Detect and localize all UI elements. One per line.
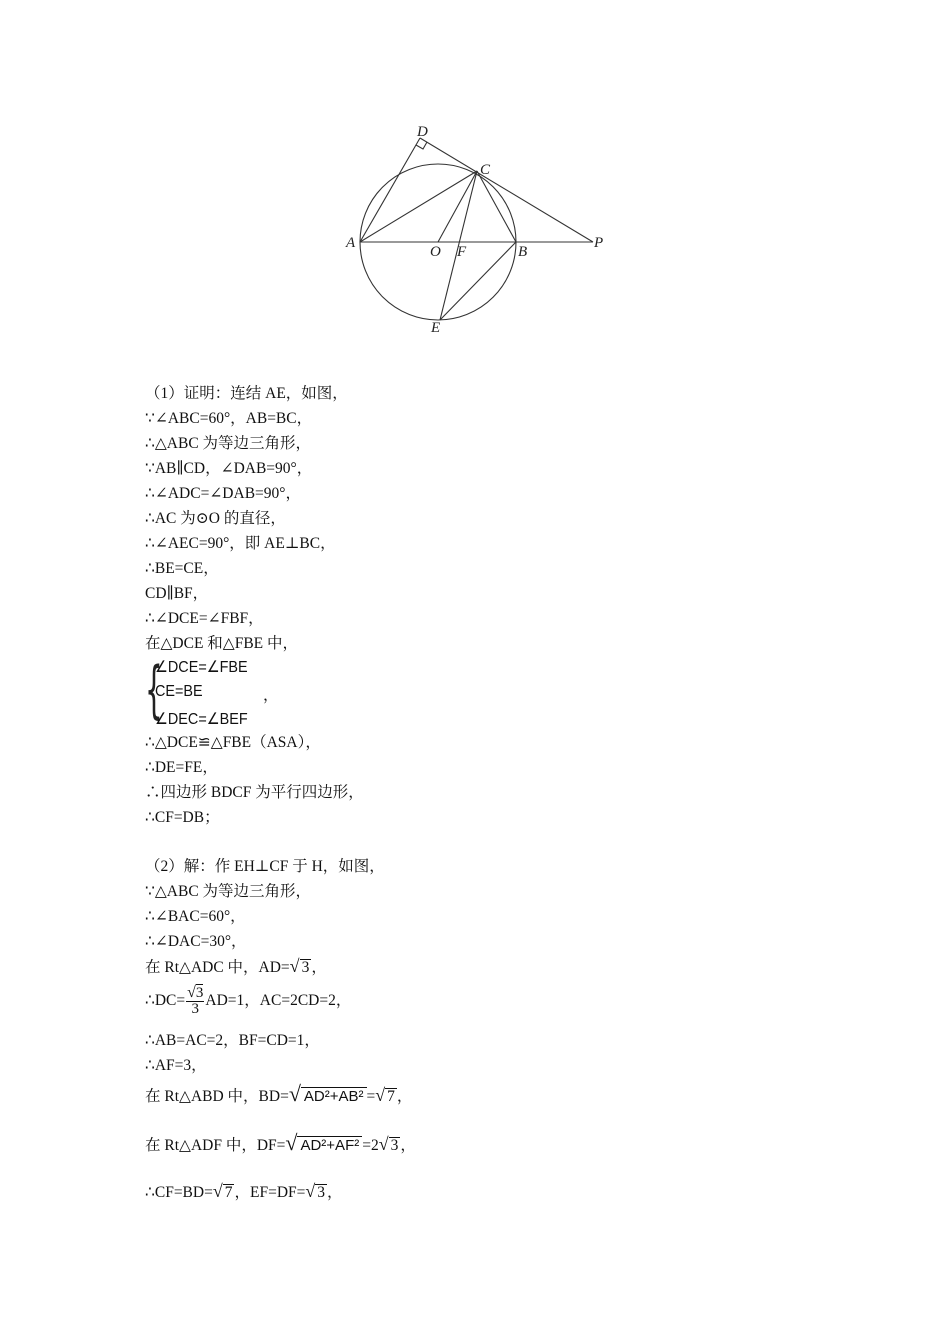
solution-line: ∴∠BAC=60°， [145, 908, 246, 925]
segment-ac [360, 171, 477, 242]
proof-line: ∴∠DCE=∠FBF， [145, 610, 264, 627]
label-a: A [346, 235, 356, 251]
segment-oc [438, 171, 477, 242]
segment-cb [477, 171, 516, 242]
part1-heading: （1）证明：连结 AE，如图， [145, 385, 348, 402]
proof-line: ∴CF=DB； [145, 809, 220, 826]
proof-line: ∵∠ABC=60°，AB=BC， [145, 410, 313, 427]
solution-line: ∴∠DAC=30°， [145, 933, 247, 950]
system-row: ∠DCE=∠FBE [155, 659, 248, 676]
label-f: F [457, 244, 467, 260]
solution-line-ad: 在 Rt△ADC 中，AD=√ 3 ， [145, 956, 327, 976]
label-b: B [518, 244, 528, 260]
label-c: C [480, 162, 491, 178]
segment-ad [360, 138, 420, 242]
radicand: 3 [301, 959, 310, 976]
proof-line: 在△DCE 和△FBE 中， [145, 635, 299, 652]
system-trailing-comma: ， [263, 687, 279, 704]
solution-line: ∴AF=3， [145, 1057, 207, 1074]
proof-line: ∵AB∥CD，∠DAB=90°， [145, 460, 313, 477]
label-p: P [594, 235, 604, 251]
solution-line-df: 在 Rt△ADF 中，DF=√ AD²+AF² =2√ 3 ， [145, 1130, 416, 1155]
circle-diagram [330, 110, 630, 350]
geometry-figure [330, 110, 630, 350]
proof-line: ∴DE=FE， [145, 759, 218, 776]
segment-be [440, 242, 516, 320]
solution-line-bd: 在 Rt△ABD 中，BD=√ AD²+AB² =√ 7 ， [145, 1081, 413, 1106]
proof-line: ∴BE=CE， [145, 560, 219, 577]
label-e: E [431, 320, 441, 336]
solution-line-cf: ∴CF=BD=√ 7 ，EF=DF=√ 3 ， [145, 1181, 343, 1201]
proof-line: ∴∠ADC=∠DAB=90°， [145, 485, 301, 502]
label-o: O [430, 244, 441, 260]
proof-line: ∴△ABC 为等边三角形， [145, 435, 312, 452]
radicand: AD²+AB² [301, 1087, 367, 1105]
system-row: ∠DEC=∠BEF [155, 711, 248, 728]
radicand: AD²+AF² [297, 1136, 362, 1154]
solution-line-dc: ∴DC= $\frac{√3}{3}$ AD=1，AC=2CD=2， [145, 984, 352, 1018]
solution-line: ∴AB=AC=2，BF=CD=1， [145, 1032, 320, 1049]
proof-line: ∴△DCE≌△FBE（ASA）， [145, 734, 321, 751]
label-d: D [417, 124, 428, 140]
solution-line: ∵△ABC 为等边三角形， [145, 883, 312, 900]
proof-line: ∴∠AEC=90°，即 AE⊥BC， [145, 535, 336, 552]
proof-line: ∴四边形 BDCF 为平行四边形， [145, 784, 364, 801]
part2-heading: （2）解：作 EH⊥CF 于 H，如图， [145, 858, 385, 875]
proof-line: CD∥BF， [145, 585, 209, 602]
fraction: $\frac{√3}{3}$ [187, 984, 204, 1018]
proof-line: ∴AC 为⊙O 的直径， [145, 510, 286, 527]
system-row: CE=BE [155, 683, 203, 700]
left-brace-icon: { [145, 653, 163, 726]
